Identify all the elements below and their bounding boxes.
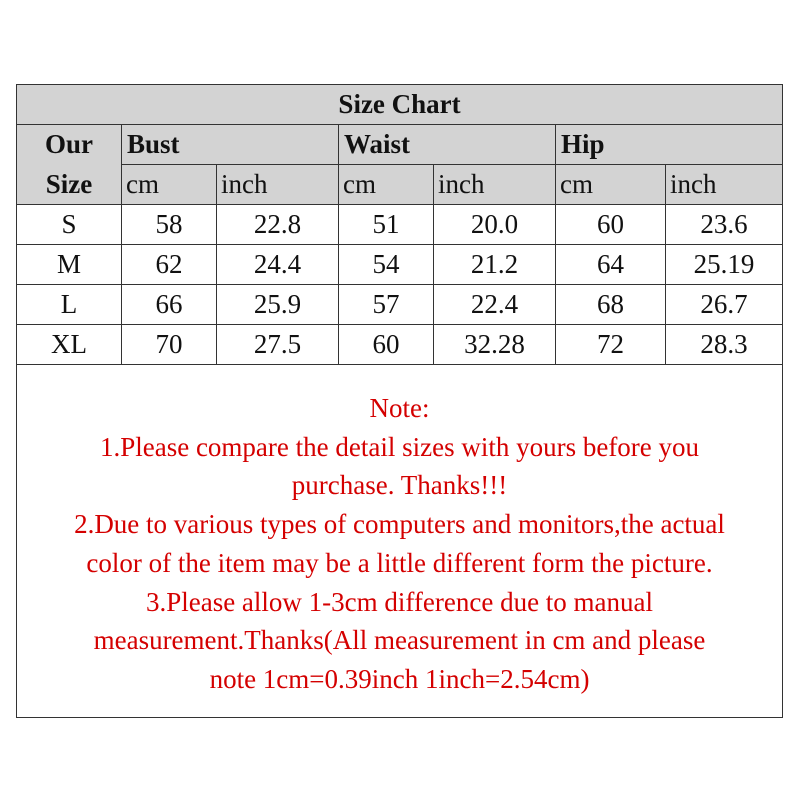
unit-header: cm [556, 165, 666, 205]
our-size-header [17, 125, 122, 205]
unit-header: inch [434, 165, 556, 205]
group-header-bust: Bust [122, 125, 339, 165]
value-cell: 24.4 [217, 245, 339, 285]
value-cell: 64 [556, 245, 666, 285]
value-cell: 21.2 [434, 245, 556, 285]
value-cell: 51 [339, 205, 434, 245]
value-cell: 25.9 [217, 285, 339, 325]
group-header-hip: Hip [556, 125, 783, 165]
unit-header: cm [122, 165, 217, 205]
notes-block [17, 365, 782, 699]
value-cell: 62 [122, 245, 217, 285]
unit-header: cm [339, 165, 434, 205]
note-line: note 1cm=0.39inch 1inch=2.54cm) [209, 663, 590, 694]
table-title: Size Chart [17, 85, 783, 125]
value-cell: 23.6 [666, 205, 783, 245]
note-line: color of the item may be a little different form the picture. [86, 547, 713, 578]
table-row [17, 245, 783, 285]
table-row [17, 285, 783, 325]
value-cell: 22.4 [434, 285, 556, 325]
note-line: purchase. Thanks!!! [291, 470, 508, 501]
size-cell: XL [17, 325, 122, 365]
value-cell: 66 [122, 285, 217, 325]
value-cell: 25.19 [666, 245, 783, 285]
value-cell: 68 [556, 285, 666, 325]
table-row [17, 205, 783, 245]
size-chart-sheet [16, 84, 783, 718]
value-cell: 72 [556, 325, 666, 365]
value-cell: 22.8 [217, 205, 339, 245]
size-table [16, 84, 783, 365]
value-cell: 26.7 [666, 285, 783, 325]
group-header-waist: Waist [339, 125, 556, 165]
our-size-header-line2: Size [45, 168, 93, 199]
table-row [17, 325, 783, 365]
value-cell: 20.0 [434, 205, 556, 245]
size-cell: S [17, 205, 122, 245]
value-cell: 32.28 [434, 325, 556, 365]
size-cell: L [17, 285, 122, 325]
value-cell: 57 [339, 285, 434, 325]
our-size-header-line1: Our [44, 129, 93, 160]
size-cell: M [17, 245, 122, 285]
note-line: 3.Please allow 1-3cm difference due to manual [145, 586, 654, 617]
note-line: 2.Due to various types of computers and monitors,the actual [74, 509, 725, 540]
note-heading: Note: [369, 393, 430, 423]
value-cell: 70 [122, 325, 217, 365]
value-cell: 28.3 [666, 325, 783, 365]
value-cell: 54 [339, 245, 434, 285]
value-cell: 60 [556, 205, 666, 245]
note-line: measurement.Thanks(All measurement in cm and please [93, 625, 706, 656]
unit-header: inch [666, 165, 783, 205]
value-cell: 58 [122, 205, 217, 245]
value-cell: 27.5 [217, 325, 339, 365]
unit-header: inch [217, 165, 339, 205]
value-cell: 60 [339, 325, 434, 365]
note-line: 1.Please compare the detail sizes with yours before you [99, 431, 700, 462]
